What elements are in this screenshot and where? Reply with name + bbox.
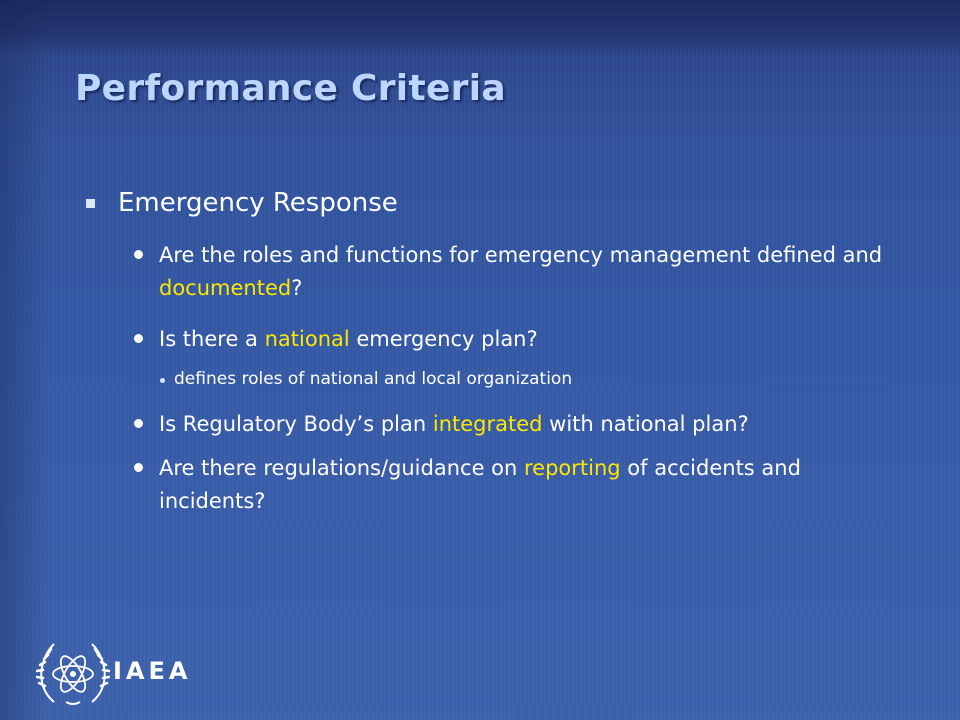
slide-title: Performance Criteria	[75, 68, 506, 109]
item-2-highlight: national	[264, 327, 350, 351]
iaea-emblem-icon	[36, 636, 110, 708]
square-bullet-icon	[86, 199, 95, 208]
item-2-text-a: Is there a	[159, 327, 265, 351]
item-3-highlight: integrated	[432, 412, 543, 436]
sub-item-1: defines roles of national and local organization	[174, 369, 573, 389]
item-4-text-a: Are there regulations/guidance on	[159, 456, 524, 480]
item-1-highlight: documented	[159, 276, 292, 300]
iaea-logo-text: IAEA	[113, 657, 192, 685]
item-1-text-b: ?	[291, 276, 303, 300]
item-4-text-b: of accidents and incidents?	[159, 456, 801, 513]
item-4-highlight: reporting	[524, 456, 621, 480]
small-bullet-icon	[160, 378, 165, 383]
top-header-band	[0, 0, 960, 56]
round-bullet-icon	[134, 463, 143, 472]
bullet-item-1	[159, 239, 904, 305]
item-2-text-b: emergency plan?	[349, 327, 538, 351]
bullet-item-4	[159, 452, 899, 518]
bullet-item-3	[159, 408, 904, 441]
item-3-text-a: Is Regulatory Body’s plan	[159, 412, 433, 436]
round-bullet-icon	[134, 334, 143, 343]
round-bullet-icon	[134, 419, 143, 428]
section-heading: Emergency Response	[118, 188, 398, 218]
left-shade-band	[0, 0, 48, 720]
bullet-item-2	[159, 323, 904, 356]
item-3-text-b: with national plan?	[542, 412, 749, 436]
round-bullet-icon	[134, 250, 143, 259]
item-1-text-a: Are the roles and functions for emergency management defined and	[159, 243, 883, 267]
